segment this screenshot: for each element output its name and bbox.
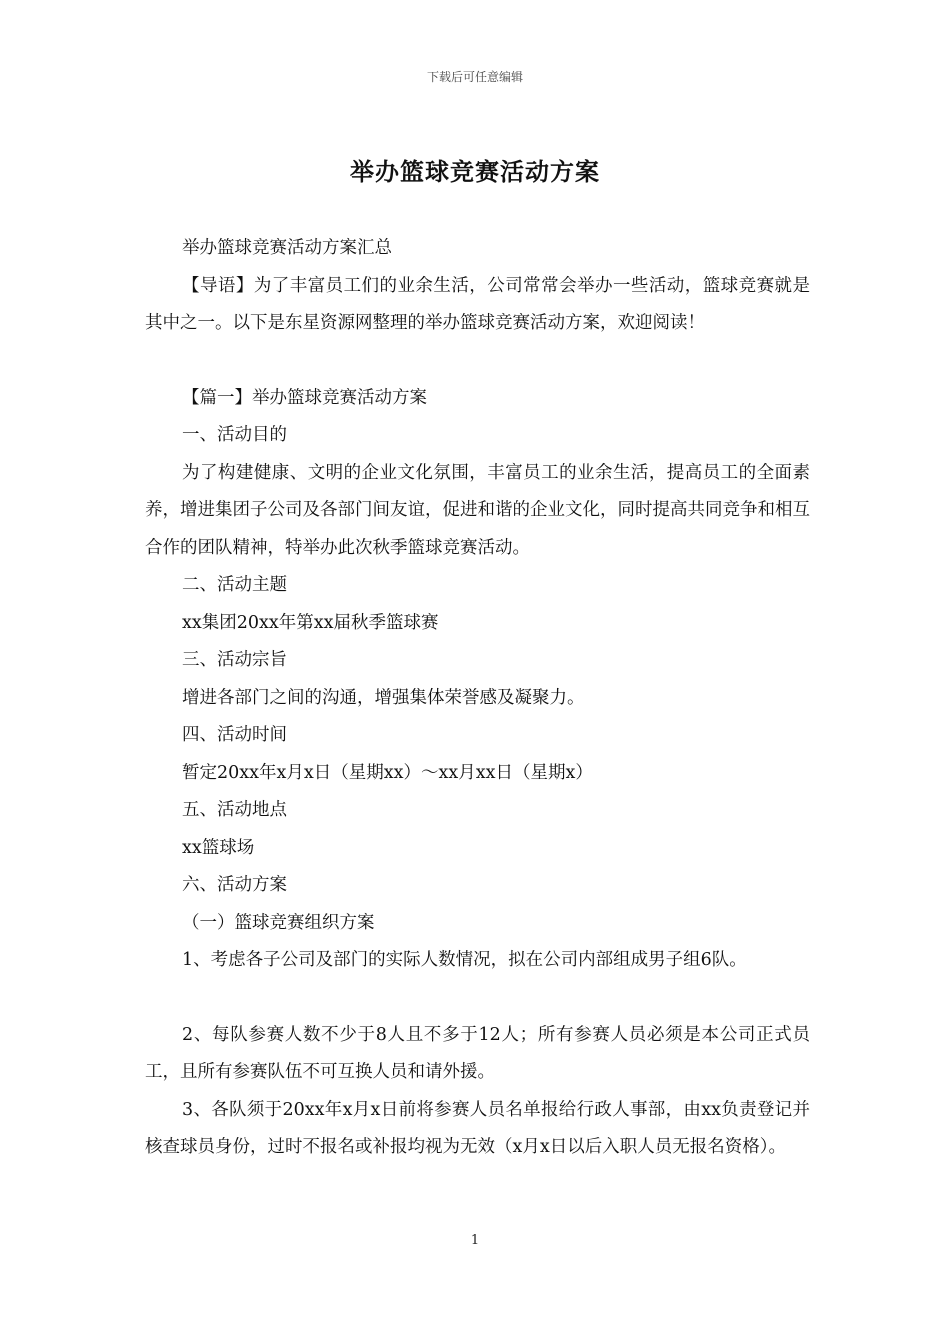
blank-line <box>145 980 810 1017</box>
subheading-location: 五、活动地点 <box>182 800 287 820</box>
section-heading: 【篇一】举办篮球竞赛活动方案 <box>182 387 427 408</box>
paragraph-theme: xx集团20xx年第xx届秋季篮球赛 <box>182 612 439 633</box>
document-title: 举办篮球竞赛活动方案 <box>350 157 600 186</box>
paragraph-purpose: 为了构建健康、文明的企业文化氛围，丰富员工的业余生活，提高员工的全面素养，增进集团子公司及各部门间友谊，促进和谐的企业文化，同时提高共同竞争和相互合作的团队精神，特举办此次秋季篮球竞赛活动。 <box>145 462 810 558</box>
document-body <box>145 230 810 1167</box>
paragraph-intro: 【导语】为了丰富员工们的业余生活，公司常常会举办一些活动，篮球竞赛就是其中之一。以下是东星资源网整理的举办篮球竞赛活动方案，欢迎阅读！ <box>145 275 810 333</box>
subheading-plan: 六、活动方案 <box>182 875 287 895</box>
subheading-time: 四、活动时间 <box>182 725 287 745</box>
subheading-organization: （一）篮球竞赛组织方案 <box>182 912 375 933</box>
blank-line <box>145 343 810 380</box>
header-note: 下载后可任意编辑 <box>426 70 523 84</box>
paragraph-location: xx篮球场 <box>182 837 255 858</box>
subheading-purpose: 一、活动目的 <box>182 425 287 445</box>
page-number: 1 <box>470 1233 480 1248</box>
paragraph-rule-3: 3、各队须于20xx年x月x日前将参赛人员名单报给行政人事部，由xx负责登记并核查球员身份，过时不报名或补报均视为无效（x月x日以后入职人员无报名资格）。 <box>145 1099 810 1157</box>
paragraph-time: 暂定20xx年x月x日（星期xx）～xx月xx日（星期x） <box>182 762 593 783</box>
subheading-theme: 二、活动主题 <box>182 575 287 595</box>
paragraph-summary: 举办篮球竞赛活动方案汇总 <box>182 238 392 258</box>
paragraph-rule-1: 1、考虑各子公司及部门的实际人数情况，拟在公司内部组成男子组6队。 <box>182 950 747 970</box>
paragraph-aim: 增进各部门之间的沟通，增强集体荣誉感及凝聚力。 <box>182 687 585 708</box>
subheading-aim: 三、活动宗旨 <box>182 650 287 670</box>
paragraph-rule-2: 2、每队参赛人数不少于8人且不多于12人；所有参赛人员必须是本公司正式员工，且所有参赛队伍不可互换人员和请外援。 <box>145 1024 810 1082</box>
